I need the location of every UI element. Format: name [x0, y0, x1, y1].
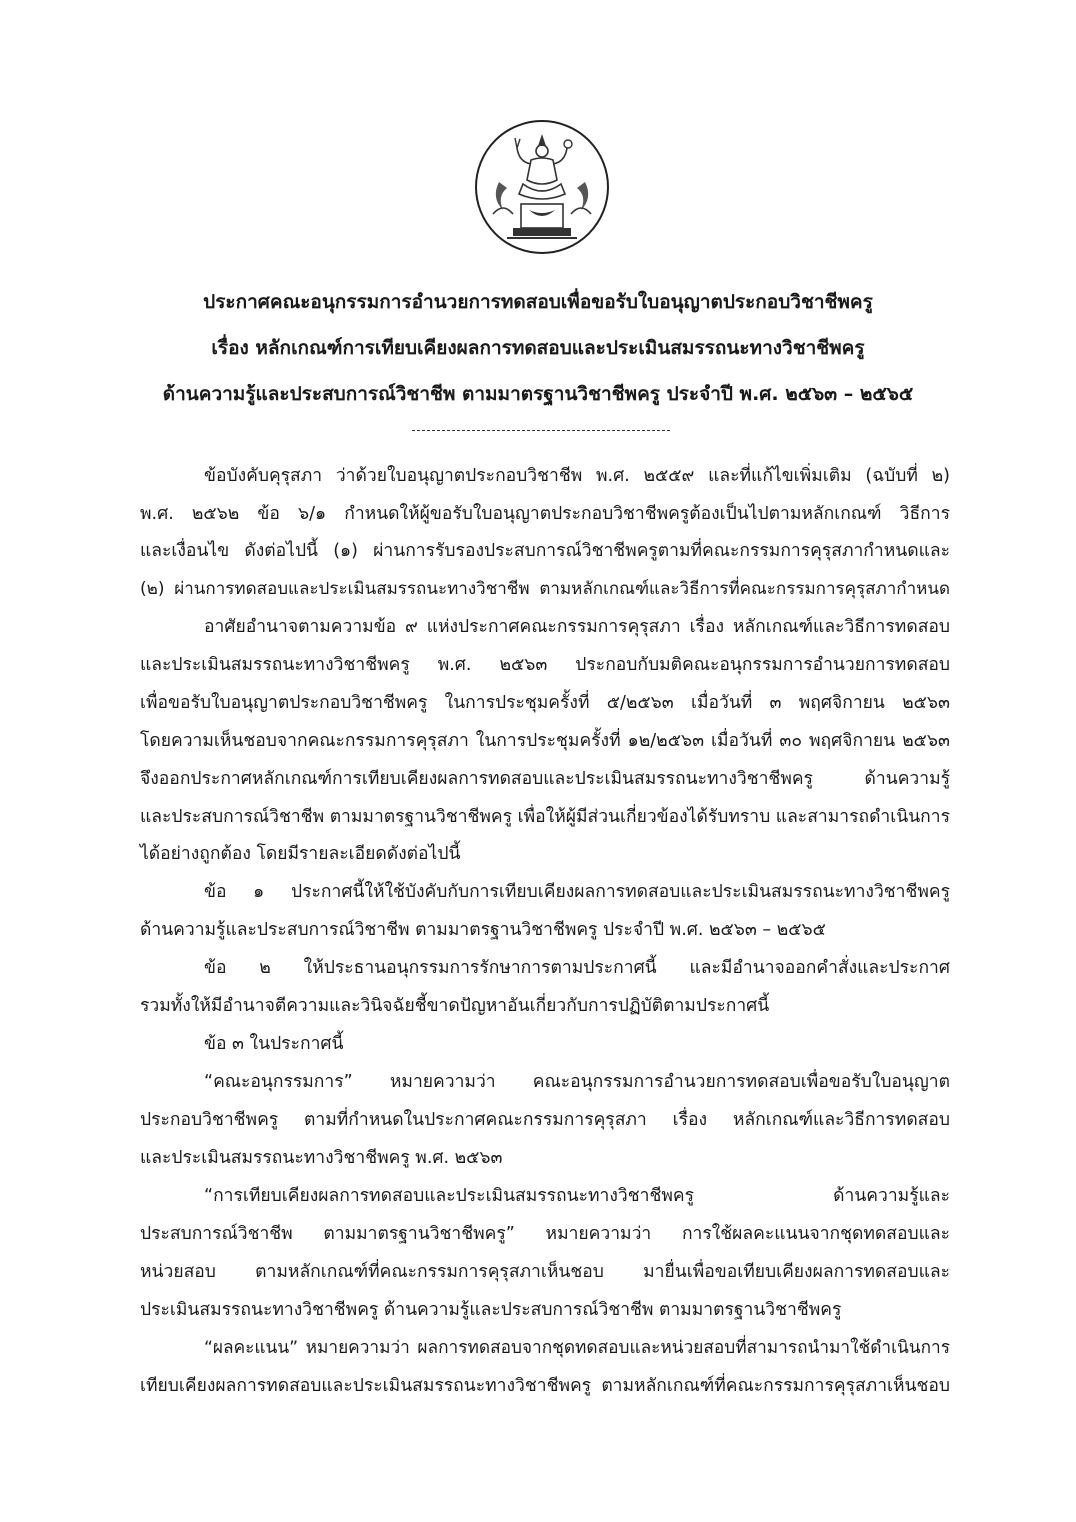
title-separator [412, 430, 670, 431]
body-line: เทียบเคียงผลการทดสอบและประเมินสมรรถนะทางวิชาชีพครู ตามหลักเกณฑ์ที่คณะกรรมการคุรุสภาเห็นชอบ [140, 1376, 950, 1396]
body-line: และประเมินสมรรถนะทางวิชาชีพครู พ.ศ. ๒๕๖๓ [140, 1148, 503, 1168]
body-line: “คณะอนุกรรมการ” หมายความว่า คณะอนุกรรมการอำนวยการทดสอบเพื่อขอรับใบอนุญาต [204, 1072, 950, 1092]
body-line: หน่วยสอบ ตามหลักเกณฑ์ที่คณะกรรมการคุรุสภาเห็นชอบ มายื่นเพื่อขอเทียบเคียงผลการทดสอบและ [140, 1262, 950, 1282]
body-line: จึงออกประกาศหลักเกณฑ์การเทียบเคียงผลการทดสอบและประเมินสมรรถนะทางวิชาชีพครู ด้านความรู้ [140, 769, 950, 789]
body-line: ข้อ ๒ ให้ประธานอนุกรรมการรักษาการตามประกาศนี้ และมีอำนาจออกคำสั่งและประกาศ [204, 958, 950, 978]
body-line: ประเมินสมรรถนะทางวิชาชีพครู ด้านความรู้และประสบการณ์วิชาชีพ ตามมาตรฐานวิชาชีพครู [140, 1300, 842, 1320]
body-line: เพื่อขอรับใบอนุญาตประกอบวิชาชีพครู ในการประชุมครั้งที่ ๕/๒๕๖๓ เมื่อวันที่ ๓ พฤศจิกายน ๒๕๖๓ [140, 693, 950, 713]
body-line: และประสบการณ์วิชาชีพ ตามมาตรฐานวิชาชีพครู เพื่อให้ผู้มีส่วนเกี่ยวข้องได้รับทราบ และสามารถดำเนินการ [140, 807, 950, 827]
body-line: ข้อ ๓ ในประกาศนี้ [204, 1034, 344, 1054]
body-line: ด้านความรู้และประสบการณ์วิชาชีพ ตามมาตรฐานวิชาชีพครู ประจำปี พ.ศ. ๒๕๖๓ – ๒๕๖๕ [140, 920, 826, 940]
body-line: “การเทียบเคียงผลการทดสอบและประเมินสมรรถนะทางวิชาชีพครู ด้านความรู้และ [204, 1186, 950, 1206]
kurusapha-seal-icon [473, 118, 611, 256]
body-line: ประสบการณ์วิชาชีพ ตามมาตรฐานวิชาชีพครู” หมายความว่า การใช้ผลคะแนนจากชุดทดสอบและ [140, 1224, 950, 1244]
body-line: และประเมินสมรรถนะทางวิชาชีพครู พ.ศ. ๒๕๖๓ ประกอบกับมติคณะอนุกรรมการอำนวยการทดสอบ [140, 655, 950, 675]
body-line: รวมทั้งให้มีอำนาจตีความและวินิจฉัยชี้ขาดปัญหาอันเกี่ยวกับการปฏิบัติตามประกาศนี้ [140, 996, 770, 1016]
body-line: (๒) ผ่านการทดสอบและประเมินสมรรถนะทางวิชาชีพ ตามหลักเกณฑ์และวิธีการที่คณะกรรมการคุรุสภากำหนด [140, 579, 950, 599]
body-line: พ.ศ. ๒๕๖๒ ข้อ ๖/๑ กำหนดให้ผู้ขอรับใบอนุญาตประกอบวิชาชีพครูต้องเป็นไปตามหลักเกณฑ์ วิธีการ [140, 504, 950, 524]
body-line: และเงื่อนไข ดังต่อไปนี้ (๑) ผ่านการรับรองประสบการณ์วิชาชีพครูตามที่คณะกรรมการคุรุสภากำหนดและ [140, 541, 950, 561]
title-line-3: ด้านความรู้และประสบการณ์วิชาชีพ ตามมาตรฐานวิชาชีพครู ประจำปี พ.ศ. ๒๕๖๓ – ๒๕๖๕ [162, 383, 914, 405]
body-line: ได้อย่างถูกต้อง โดยมีรายละเอียดดังต่อไปนี้ [140, 844, 461, 864]
body-line: ข้อ ๑ ประกาศนี้ให้ใช้บังคับกับการเทียบเคียงผลการทดสอบและประเมินสมรรถนะทางวิชาชีพครู [204, 882, 950, 902]
body-line: โดยความเห็นชอบจากคณะกรรมการคุรุสภา ในการประชุมครั้งที่ ๑๒/๒๕๖๓ เมื่อวันที่ ๓๐ พฤศจิกายน ๒๕๖๓ [140, 731, 950, 751]
body-line: ข้อบังคับคุรุสภา ว่าด้วยใบอนุญาตประกอบวิชาชีพ พ.ศ. ๒๕๕๙ และที่แก้ไขเพิ่มเติม (ฉบับที่ ๒) [204, 466, 950, 486]
title-line-1: ประกาศคณะอนุกรรมการอำนวยการทดสอบเพื่อขอรับใบอนุญาตประกอบวิชาชีพครู [203, 291, 873, 313]
body-line: “ผลคะแนน” หมายความว่า ผลการทดสอบจากชุดทดสอบและหน่วยสอบที่สามารถนำมาใช้ดำเนินการ [204, 1338, 950, 1358]
body-line: อาศัยอำนาจตามความข้อ ๙ แห่งประกาศคณะกรรมการคุรุสภา เรื่อง หลักเกณฑ์และวิธีการทดสอบ [204, 617, 950, 637]
body-line: ประกอบวิชาชีพครู ตามที่กำหนดในประกาศคณะกรรมการคุรุสภา เรื่อง หลักเกณฑ์และวิธีการทดสอบ [140, 1110, 950, 1130]
title-line-2: เรื่อง หลักเกณฑ์การเทียบเคียงผลการทดสอบและประเมินสมรรถนะทางวิชาชีพครู [211, 337, 865, 359]
